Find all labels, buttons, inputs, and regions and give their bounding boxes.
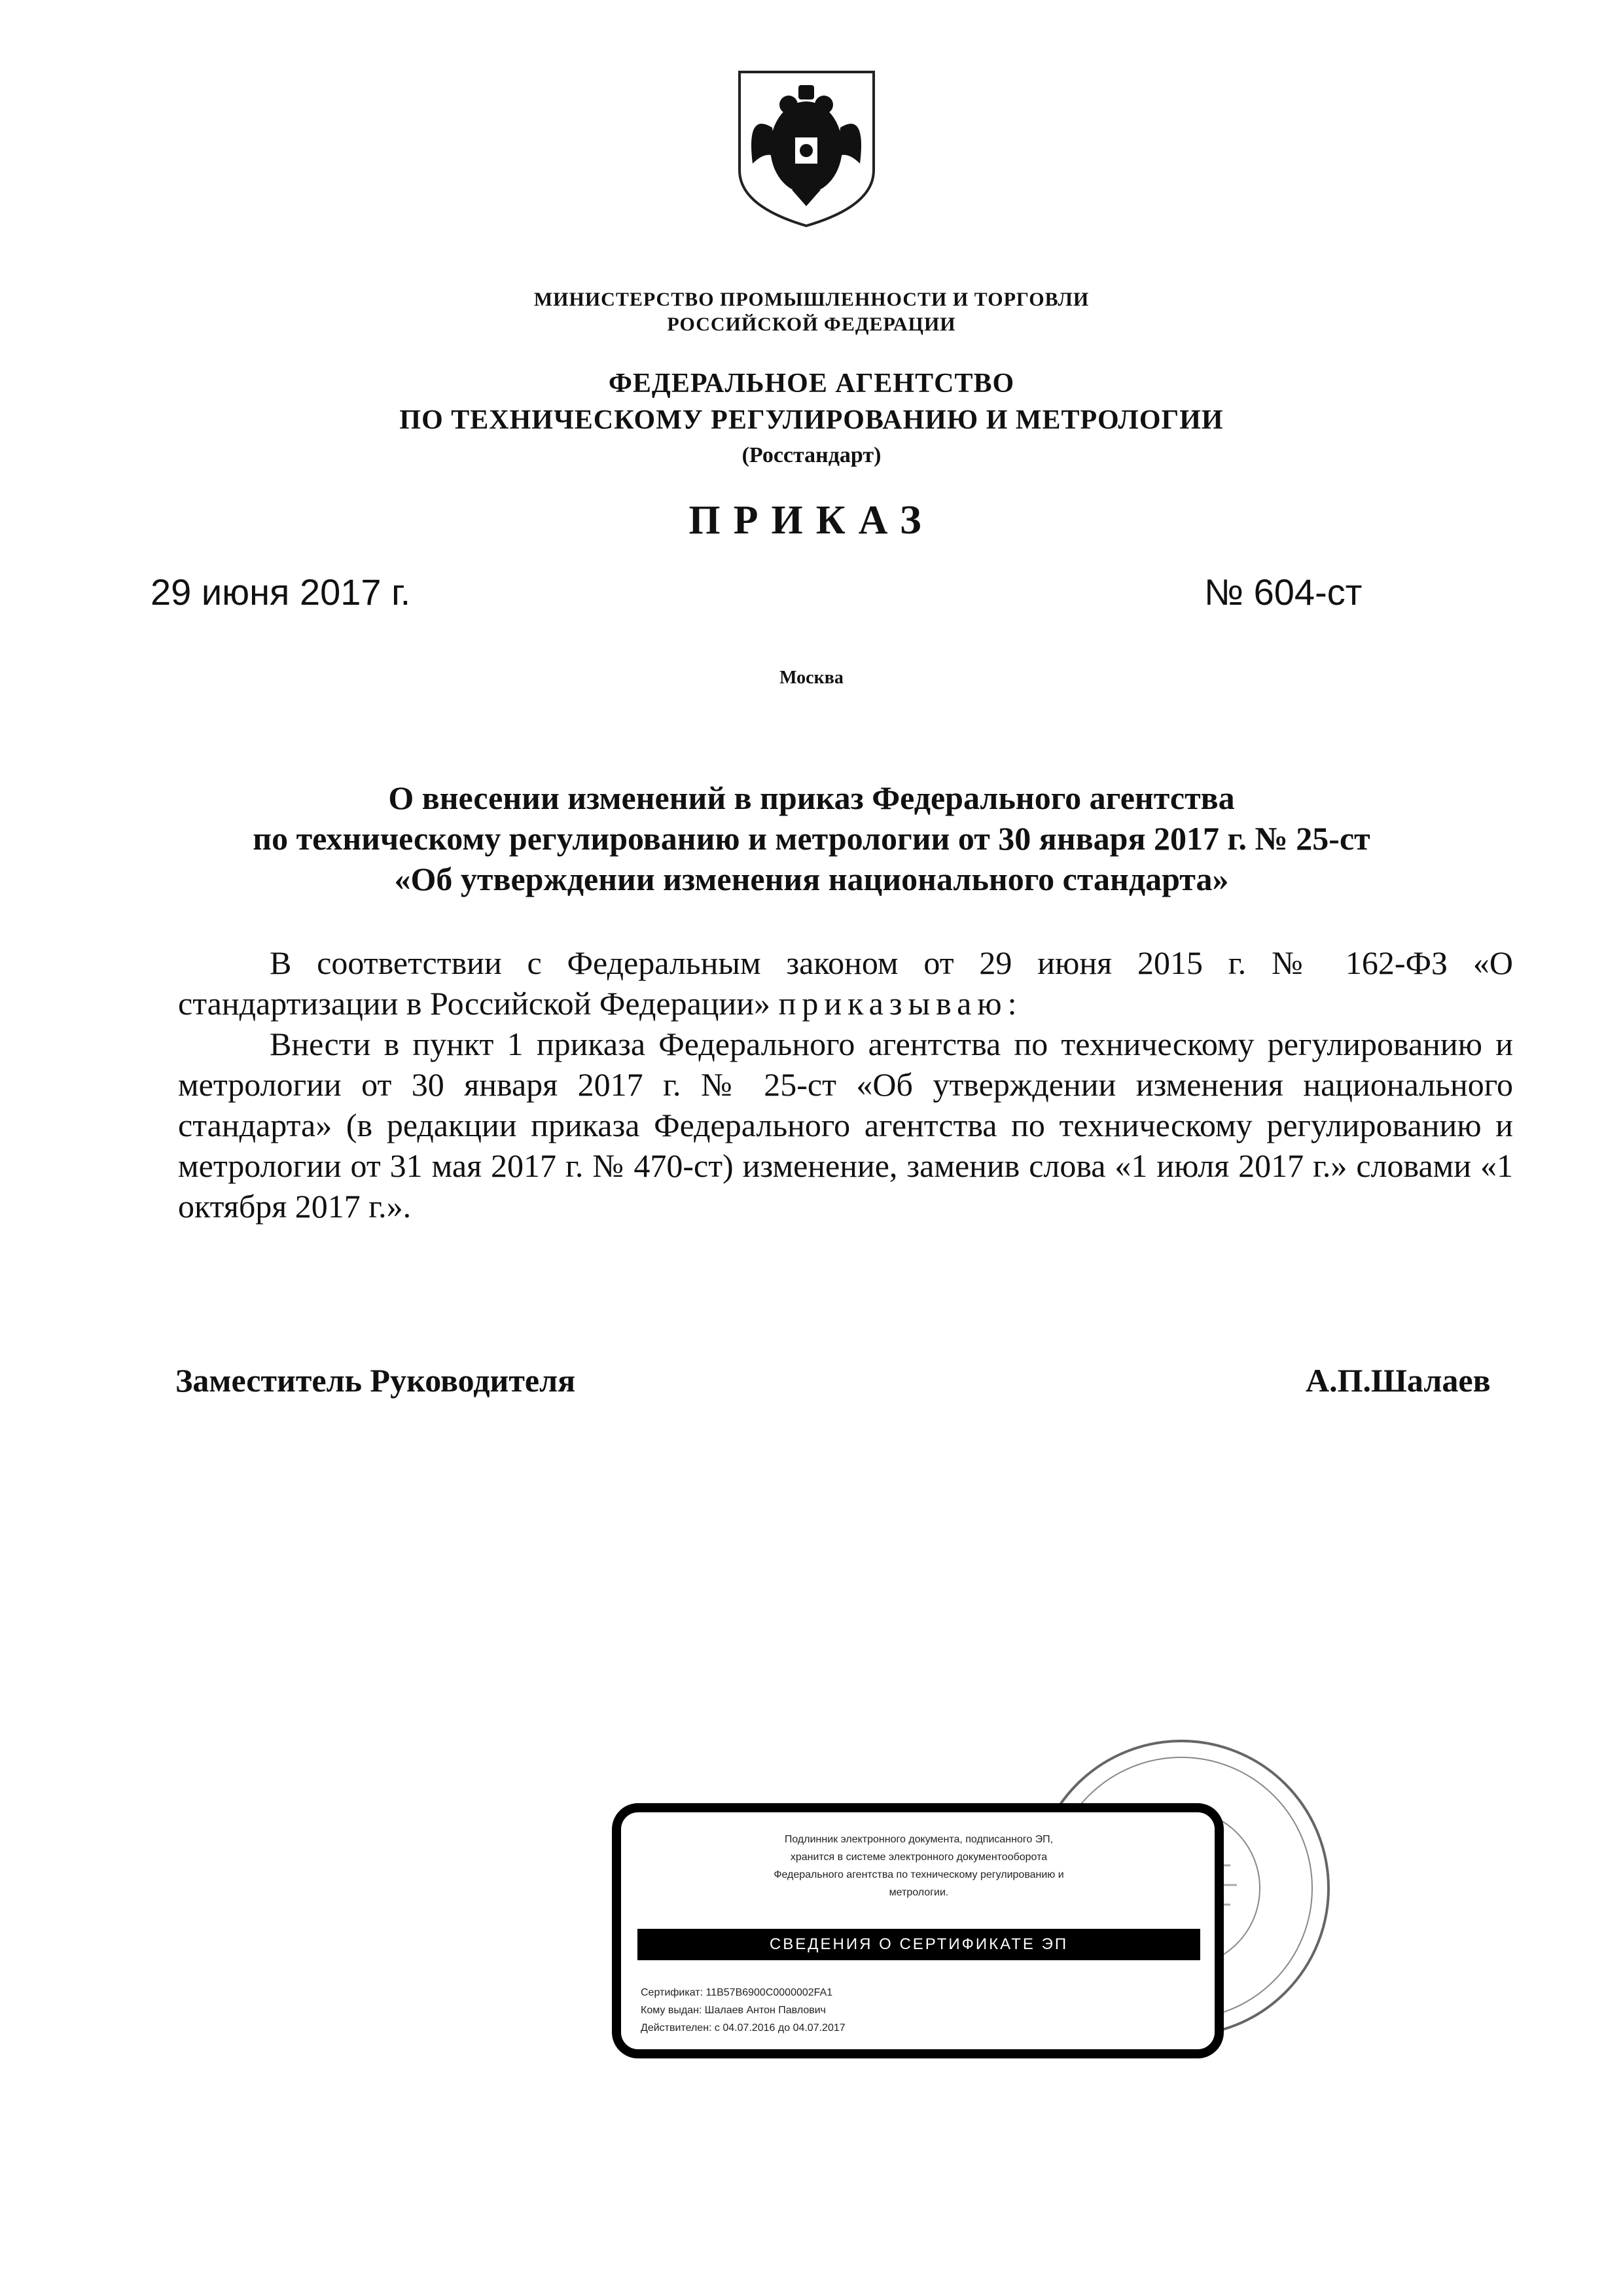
agency-name-line1: ФЕДЕРАЛЬНОЕ АГЕНТСТВО bbox=[608, 368, 1015, 399]
document-type-title: ПРИКАЗ bbox=[688, 498, 935, 543]
stamp-header-line4: метрологии. bbox=[889, 1887, 949, 1898]
signatory-position: Заместитель Руководителя bbox=[175, 1362, 576, 1399]
stamp-issued-to: Кому выдан: Шалаев Антон Павлович bbox=[641, 2005, 826, 2016]
subject-line1: О внесении изменений в приказ Федерального агентства bbox=[388, 780, 1235, 816]
electronic-signature-stamp bbox=[612, 1803, 1224, 2058]
stamp-header-line3: Федерального агентства по техническому регулированию и bbox=[774, 1869, 1064, 1880]
coat-of-arms-emblem bbox=[726, 65, 887, 229]
subject-line3: «Об утверждении изменения национального стандарта» bbox=[394, 861, 1229, 897]
ministry-name-line1: МИНИСТЕРСТВО ПРОМЫШЛЕННОСТИ И ТОРГОВЛИ bbox=[533, 289, 1090, 310]
body-paragraph-1 bbox=[178, 942, 1513, 1024]
subject-line2: по техническому регулированию и метрологии от 30 января 2017 г. № 25-ст bbox=[253, 820, 1370, 857]
body-paragraph-2: Внести в пункт 1 приказа Федерального агентства по техническому регулированию и метрологии от 30 января 2017 г. № 25-ст «Об утверждении изменения национального стандарта» (в редакции приказа Федерального агентства по техническому регулированию и метрологии от 31 мая 2017 г. № 470-ст) изменение, заменив слова «1 июля 2017 г.» словами «1 октября 2017 г.». bbox=[178, 1026, 1513, 1225]
stamp-certificate-bar: СВЕДЕНИЯ О СЕРТИФИКАТЕ ЭП bbox=[637, 1929, 1200, 1960]
stamp-header-line1: Подлинник электронного документа, подписанного ЭП, bbox=[784, 1834, 1054, 1845]
stamp-certificate-id: Сертификат: 11B57B6900C0000002FA1 bbox=[641, 1987, 833, 1998]
stamp-header bbox=[647, 1831, 1190, 1901]
stamp-certificate-details bbox=[641, 1984, 1033, 2037]
order-body bbox=[178, 942, 1513, 1227]
agency-short-name: (Росстандарт) bbox=[741, 443, 882, 467]
agency-name-line2: ПО ТЕХНИЧЕСКОМУ РЕГУЛИРОВАНИЮ И МЕТРОЛОГИИ bbox=[399, 405, 1224, 435]
stamp-validity: Действителен: с 04.07.2016 до 04.07.2017 bbox=[641, 2022, 846, 2034]
order-number: № 604-ст bbox=[1204, 571, 1363, 613]
body-paragraph-1-text: В соответствии с Федеральным законом от 29 июня 2015 г. № 162-ФЗ «О стандартизации в Российской Федерации» bbox=[178, 944, 1513, 1022]
city: Москва bbox=[779, 668, 844, 688]
ministry-name-line2: РОССИЙСКОЙ ФЕДЕРАЦИИ bbox=[667, 314, 956, 335]
orders-word: приказываю: bbox=[778, 985, 1023, 1022]
signatory-name: А.П.Шалаев bbox=[1306, 1362, 1491, 1399]
stamp-header-line2: хранится в системе электронного документооборота bbox=[790, 1852, 1048, 1863]
order-date: 29 июня 2017 г. bbox=[151, 571, 411, 613]
